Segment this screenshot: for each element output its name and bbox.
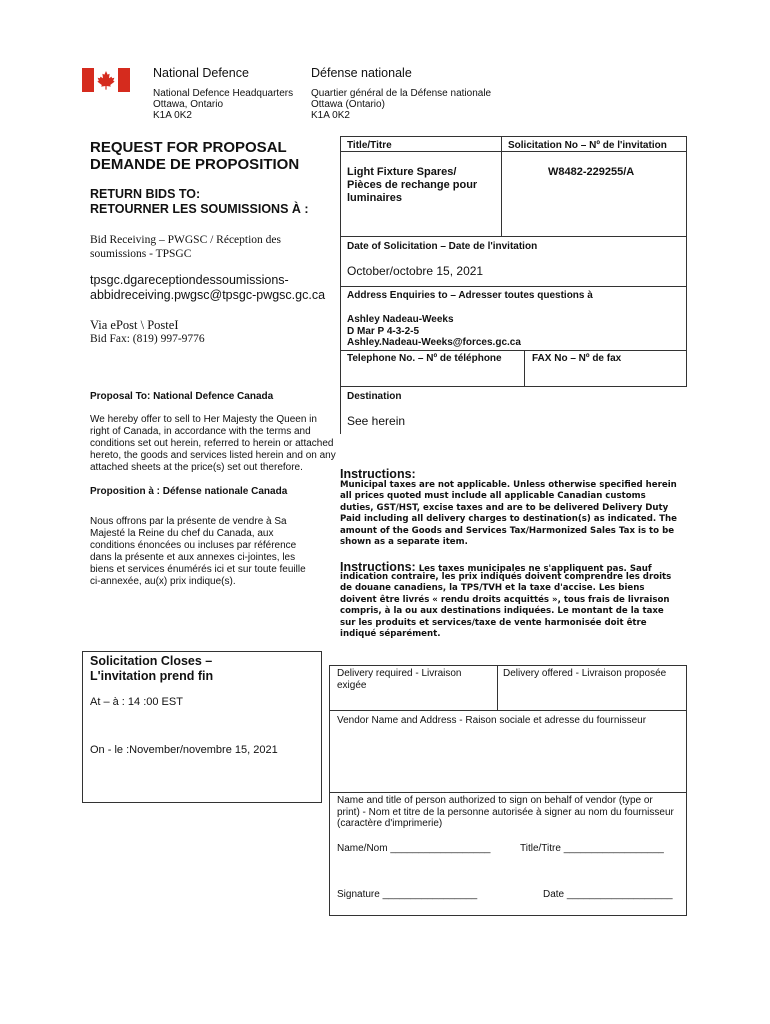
offer-line: ci-annexée, au(x) prix indique(s).: [90, 576, 236, 587]
instr-line: doivent être livrés « rendu droits acquittés », tous frais de livraison: [340, 594, 670, 605]
authorized-signer-label: [337, 795, 674, 830]
offer-line: right of Canada, in accordance with the terms and: [90, 426, 311, 437]
instr-line: Paid including all delivery charges to destination(s) as indicated. The: [340, 514, 677, 525]
bid-receiving-line: soumissions - TPSGC: [90, 248, 192, 260]
grid-line: [524, 350, 525, 386]
address-line: Ottawa (Ontario): [311, 99, 385, 110]
authorized-line: print) - Nom et titre de la personne autorisée à signer au nom du fournisseur: [337, 806, 674, 818]
grid-line: [501, 136, 502, 236]
phone-label: Telephone No. – Nº de téléphone: [347, 353, 502, 364]
grid-line: [340, 236, 687, 237]
title-label: Title/Titre: [347, 140, 392, 151]
authorized-line: Name and title of person authorized to sign on behalf of vendor (type or: [337, 795, 653, 806]
offer-line: Nous offrons par la présente de vendre à Sa: [90, 516, 287, 527]
grid-line: [340, 136, 687, 137]
title-en: REQUEST FOR PROPOSAL: [90, 139, 287, 156]
offer-fr: [90, 516, 306, 588]
address-line: Quartier général de la Défense nationale: [311, 88, 492, 99]
title-value: [347, 166, 477, 205]
name-field[interactable]: Name/Nom __________________: [337, 843, 491, 854]
return-en: RETURN BIDS TO:: [90, 187, 201, 201]
offer-line: hereto, the goods and services listed herein and on any: [90, 450, 336, 461]
instr-line: compris, à la ou aux destinations indiquées. Le montant de la taxe: [340, 606, 664, 617]
grid-line: [340, 386, 687, 387]
instr-line: Les taxes municipales ne s'appliquent pas. Sauf: [415, 564, 652, 574]
offer-line: conditions set out herein, referred to herein or attached: [90, 438, 334, 449]
signature-field[interactable]: Signature _________________: [337, 889, 478, 900]
fax-label: FAX No – Nº de fax: [532, 353, 622, 364]
page-title: [90, 139, 299, 173]
delivery-required-line: Delivery required - Livraison: [337, 668, 462, 679]
closes-title-fr: L'invitation prend fin: [90, 669, 214, 683]
dept-name-fr: Défense nationale: [311, 66, 412, 80]
instr-line: de douane canadiens, la TPS/TVH et la taxe d'accise. Les biens: [340, 583, 645, 594]
proposal-to: Proposal To: National Defence Canada: [90, 391, 274, 402]
instr-line: amount of the Goods and Services Tax/Harmonized Sales Tax is to be: [340, 525, 675, 536]
address-line: National Defence Headquarters: [153, 88, 294, 99]
title-field[interactable]: Title/Titre __________________: [520, 843, 664, 854]
dept-name-en: National Defence: [153, 66, 249, 80]
instr-line: Municipal taxes are not applicable. Unless otherwise specified herein: [340, 480, 677, 490]
closing-date: On - le :November/novembre 15, 2021: [90, 744, 278, 756]
closes-title-en: Solicitation Closes –: [90, 654, 213, 668]
canada-flag-icon: [82, 68, 130, 92]
title-value-line: Pièces de rechange pour: [347, 179, 478, 191]
offer-line: dans la présente et aux annexes ci-jointes, les: [90, 552, 296, 563]
bid-receiving: [90, 233, 281, 261]
closing-time: At – à : 14 :00 EST: [90, 696, 183, 708]
instr-line: indication contraire, les prix indiqués doivent comprendre les droits: [340, 572, 672, 582]
address-fr: [311, 88, 491, 121]
offer-line: conditions énoncées ou incluses par référence: [90, 540, 297, 551]
instr-line: indiqué séparément.: [340, 629, 441, 640]
instructions-fr-heading: Instructions:: [340, 560, 416, 574]
offer-line: biens et services énumérés ici et sur toute feuille: [90, 564, 306, 575]
return-fr: RETOURNER LES SOUMISSIONS À :: [90, 202, 309, 216]
solicitation-value: W8482-229255/A: [548, 166, 635, 178]
address-en: [153, 88, 293, 121]
solicitation-label: Solicitation No – Nº de l'invitation: [508, 140, 667, 151]
contact-email[interactable]: Ashley.Nadeau-Weeks@forces.gc.ca: [347, 337, 521, 348]
address-line: Ottawa, Ontario: [153, 99, 224, 110]
address-label: Address Enquiries to – Adresser toutes questions à: [347, 290, 593, 301]
date-value: October/octobre 15, 2021: [347, 264, 484, 278]
instr-line: sur les produits et services/taxe de vente harmonisée doit être: [340, 617, 647, 628]
closes-title: [90, 654, 213, 684]
date-label: Date of Solicitation – Date de l'invitation: [347, 241, 538, 252]
instructions-fr: [340, 572, 671, 640]
title-value-line: Light Fixture Spares/: [347, 166, 457, 178]
instr-line: duties, GST/HST, excise taxes and are to be delivered Delivery Duty: [340, 502, 669, 513]
offer-en: [90, 414, 336, 474]
grid-line: [340, 136, 341, 434]
contact-name: Ashley Nadeau-Weeks: [347, 314, 454, 325]
instr-line: all prices quoted must include all applicable Canadian customs: [340, 491, 646, 502]
delivery-required-label: [337, 668, 462, 692]
instructions-en: [340, 480, 677, 548]
email-line: abbidreceiving.pwgsc@tpsgc-pwgsc.gc.ca: [90, 288, 326, 302]
offer-line: Majesté la Reine du chef du Canada, aux: [90, 528, 274, 539]
offer-line: We hereby offer to sell to Her Majesty the Queen in: [90, 414, 317, 425]
address-line: K1A 0K2: [153, 110, 192, 121]
authorized-line: (caractère d'imprimerie): [337, 818, 443, 829]
contact-info: [347, 314, 521, 349]
grid-line: [340, 286, 687, 287]
title-fr: DEMANDE DE PROPOSITION: [90, 156, 300, 173]
destination-label: Destination: [347, 391, 402, 402]
instructions-en-heading: Instructions:: [340, 467, 416, 481]
via-epost: Via ePost \ PosteI: [90, 318, 179, 332]
contact-unit: D Mar P 4-3-2-5: [347, 325, 420, 337]
return-bids-heading: [90, 187, 309, 217]
proposition: Proposition à : Défense nationale Canada: [90, 486, 288, 497]
offer-line: attached sheets at the price(s) set out therefore.: [90, 462, 303, 473]
delivery-required-line: exigée: [337, 680, 367, 691]
date-field[interactable]: Date ___________________: [543, 889, 673, 900]
grid-line: [340, 350, 687, 351]
delivery-offered-label: Delivery offered - Livraison proposée: [503, 668, 667, 679]
bid-receiving-line: Bid Receiving – PWGSC / Réception des: [90, 234, 282, 246]
address-line: K1A 0K2: [311, 110, 350, 121]
instr-line: shown as a separate item.: [340, 537, 468, 548]
title-value-line: luminaires: [347, 192, 403, 204]
destination-value: See herein: [347, 414, 406, 428]
email-line: tpsgc.dgareceptiondessoumissions-: [90, 273, 289, 287]
grid-line: [686, 136, 687, 386]
vendor-name-label: Vendor Name and Address - Raison sociale et adresse du fournisseur: [337, 715, 647, 726]
bid-fax: Bid Fax: (819) 997-9776: [90, 333, 205, 345]
grid-line: [340, 151, 687, 152]
bid-email[interactable]: [90, 273, 325, 303]
